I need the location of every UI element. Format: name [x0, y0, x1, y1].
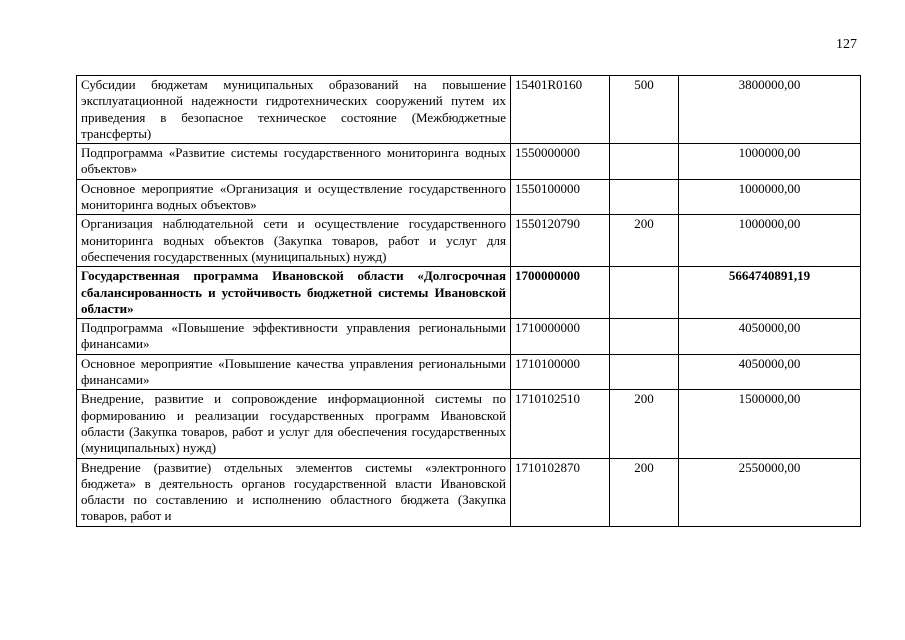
row-sum: 2550000,00: [679, 458, 861, 526]
page-number: 127: [836, 37, 857, 52]
row-expense-type: [610, 144, 679, 180]
row-code: 1550000000: [511, 144, 610, 180]
row-name: Субсидии бюджетам муниципальных образований на повышение эксплуатационной надежности гидротехнических сооружений путем их приведения в безопасное техническое состояние (Межбюджетные трансферты): [77, 76, 511, 144]
row-sum: 1500000,00: [679, 390, 861, 458]
row-expense-type: 200: [610, 458, 679, 526]
row-sum: 1000000,00: [679, 215, 861, 267]
row-name: Подпрограмма «Повышение эффективности управления региональными финансами»: [77, 319, 511, 355]
row-name: Подпрограмма «Развитие системы государственного мониторинга водных объектов»: [77, 144, 511, 180]
row-sum: 4050000,00: [679, 354, 861, 390]
table-row: [77, 458, 861, 526]
table-row: [77, 76, 861, 144]
row-code: 1710102510: [511, 390, 610, 458]
table-row: [77, 319, 861, 355]
row-sum: 1000000,00: [679, 144, 861, 180]
row-sum: 3800000,00: [679, 76, 861, 144]
row-expense-type: [610, 354, 679, 390]
row-expense-type: 200: [610, 215, 679, 267]
row-name: Государственная программа Ивановской области «Долгосрочная сбалансированность и устойчивость бюджетной системы Ивановской области»: [77, 267, 511, 319]
table-row-program: [77, 267, 861, 319]
row-code: 1710000000: [511, 319, 610, 355]
row-expense-type: 500: [610, 76, 679, 144]
row-code: 1710102870: [511, 458, 610, 526]
row-sum: 1000000,00: [679, 179, 861, 215]
row-name: Внедрение, развитие и сопровождение информационной системы по формированию и реализации государственных программ Ивановской области (Закупка товаров, работ и услуг для обеспечения государственных (муниципальных) нужд): [77, 390, 511, 458]
row-name: Внедрение (развитие) отдельных элементов системы «электронного бюджета» в деятельность органов государственной власти Ивановской области по составлению и исполнению областного бюджета (Закупка товаров, работ и: [77, 458, 511, 526]
row-code: 1700000000: [511, 267, 610, 319]
budget-table: [76, 75, 861, 527]
table-row: [77, 179, 861, 215]
row-code: 1550120790: [511, 215, 610, 267]
table-row: [77, 144, 861, 180]
row-expense-type: [610, 319, 679, 355]
row-code: 15401R0160: [511, 76, 610, 144]
row-name: Организация наблюдательной сети и осуществление государственного мониторинга водных объектов (Закупка товаров, работ и услуг для обеспечения государственных (муниципальных) нужд): [77, 215, 511, 267]
row-expense-type: [610, 267, 679, 319]
table-row: [77, 354, 861, 390]
row-sum: 4050000,00: [679, 319, 861, 355]
row-expense-type: 200: [610, 390, 679, 458]
row-code: 1550100000: [511, 179, 610, 215]
row-sum: 5664740891,19: [679, 267, 861, 319]
row-name: Основное мероприятие «Организация и осуществление государственного мониторинга водных объектов»: [77, 179, 511, 215]
row-expense-type: [610, 179, 679, 215]
row-name: Основное мероприятие «Повышение качества управления региональными финансами»: [77, 354, 511, 390]
row-code: 1710100000: [511, 354, 610, 390]
table-row: [77, 390, 861, 458]
table-row: [77, 215, 861, 267]
